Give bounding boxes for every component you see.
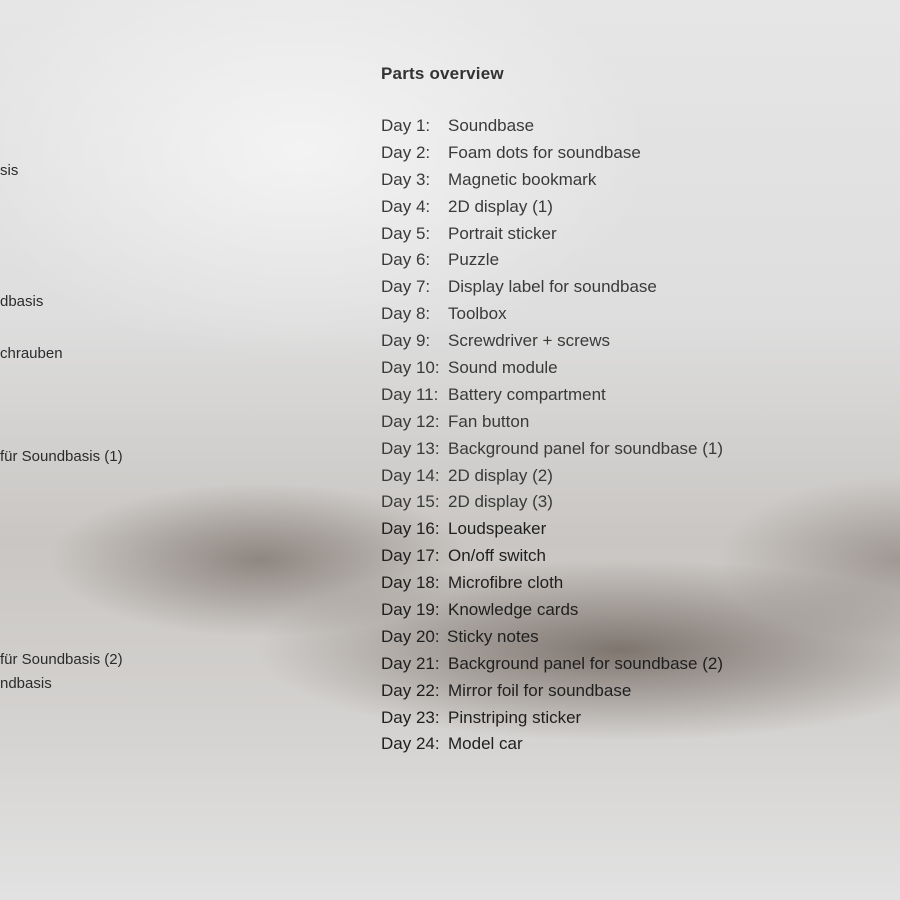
day-label: Day 8: (381, 304, 431, 324)
day-label: Day 15: (381, 492, 440, 512)
day-label: Day 17: (381, 546, 440, 566)
part-name: Model car (448, 734, 523, 754)
part-name: Magnetic bookmark (448, 169, 597, 189)
left-column-fragment: ndbasis (0, 675, 52, 692)
part-name: Loudspeaker (448, 519, 547, 539)
day-label: Day 12: (381, 411, 440, 431)
day-label: Day 18: (381, 573, 440, 593)
left-column-fragment: sis (0, 162, 19, 179)
day-label: Day 16: (381, 519, 440, 539)
day-label: Day 22: (381, 680, 440, 700)
day-label: Day 11: (381, 384, 439, 404)
part-name: On/off switch (448, 546, 546, 566)
part-name: Microfibre cloth (448, 573, 564, 593)
part-name: Sound module (448, 358, 558, 378)
part-name: 2D display (2) (448, 465, 553, 485)
day-label: Day 10: (381, 358, 440, 378)
left-column-fragment: für Soundbasis (1) (0, 448, 123, 465)
left-column-fragment: für Soundbasis (2) (0, 651, 123, 668)
day-label: Day 24: (381, 734, 440, 754)
part-name: Background panel for soundbase (2) (448, 653, 724, 673)
part-name: Display label for soundbase (448, 277, 657, 297)
day-label: Day 19: (381, 600, 440, 620)
day-label: Day 9: (381, 331, 431, 351)
part-name: Knowledge cards (448, 600, 579, 620)
day-label: Day 6: (381, 250, 431, 270)
day-label: Day 13: (381, 438, 440, 458)
page-title: Parts overview (381, 64, 504, 83)
part-name: Foam dots for soundbase (448, 142, 641, 162)
part-name: Background panel for soundbase (1) (448, 438, 724, 458)
day-label: Day 2: (381, 142, 431, 162)
day-label: Day 21: (381, 653, 440, 673)
part-name: Toolbox (448, 304, 507, 324)
day-label: Day 14: (381, 465, 440, 485)
left-column-fragment: chrauben (0, 345, 63, 362)
day-label: Day 7: (381, 277, 431, 297)
day-label: Day 3: (381, 169, 431, 189)
part-name: Battery compartment (448, 384, 606, 404)
day-label: Day 20: (381, 626, 440, 646)
part-name: Mirror foil for soundbase (448, 680, 632, 700)
day-label: Day 5: (381, 223, 431, 243)
part-name: 2D display (3) (448, 492, 553, 512)
day-label: Day 4: (381, 196, 431, 216)
left-column-fragment: dbasis (0, 293, 44, 310)
part-name: Screwdriver + screws (448, 331, 611, 351)
part-name: Pinstriping sticker (448, 707, 582, 727)
part-name: 2D display (1) (448, 196, 553, 216)
part-name: Portrait sticker (448, 223, 557, 243)
part-name: Sticky notes (447, 626, 539, 646)
day-label: Day 23: (381, 707, 440, 727)
day-label: Day 1: (381, 116, 431, 135)
part-name: Puzzle (448, 250, 500, 270)
part-name: Fan button (448, 411, 530, 431)
part-name: Soundbase (448, 116, 535, 135)
